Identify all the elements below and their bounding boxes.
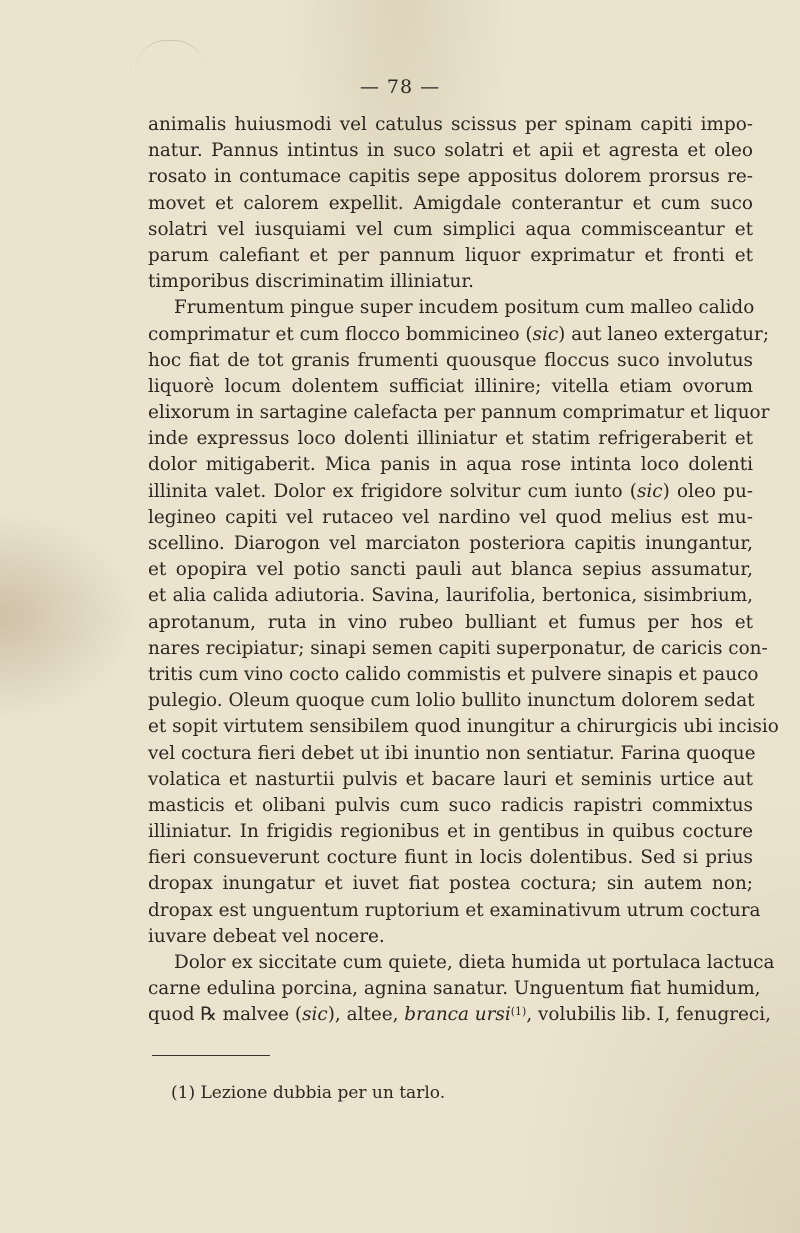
text-run: ), altee, — [327, 1004, 405, 1026]
text-line: scellino. Diarogon vel marciaton posteriora capitis inungantur, — [148, 533, 753, 554]
text-line: fieri consueverunt cocture fiunt in locis dolentibus. Sed si prius — [148, 847, 753, 869]
text-line: hoc fiat de tot granis frumenti quousque floccus suco involutus — [148, 349, 753, 371]
footnote-rule — [152, 1055, 270, 1056]
text-line: liquorè locum dolentem sufficiat illinire; vitella etiam ovorum — [148, 375, 753, 397]
text-line: natur. Pannus intintus in suco solatri et apii et agresta et oleo — [148, 140, 753, 162]
text-line — [148, 1002, 771, 1028]
text-line: dropax est unguentum ruptorium et examinativum utrum coctura — [148, 899, 761, 921]
main-text — [148, 112, 779, 1029]
italic-text: branca ursi — [404, 1004, 511, 1026]
text-line: tritis cum vino cocto calido commistis et pulvere sinapis et pauco — [148, 663, 759, 685]
text-line — [148, 479, 753, 505]
italic-text: sic — [636, 480, 663, 502]
text-line — [148, 322, 770, 348]
text-run: quod ℞ malvee ( — [148, 1004, 303, 1026]
text-line: timporibus discriminatim illiniatur. — [148, 271, 474, 293]
text-line: parum calefiant et per pannum liquor exprimatur et fronti et — [148, 244, 753, 266]
text-line: nares recipiatur; sinapi semen capiti superponatur, de caricis con- — [148, 637, 768, 659]
text-line: carne edulina porcina, agnina sanatur. Unguentum fiat humidum, — [148, 978, 761, 1000]
text-run: illinita valet. Dolor ex frigidore solvitur cum iunto ( — [148, 480, 637, 502]
text-run: ) aut laneo extergatur; — [558, 323, 770, 345]
text-run: ) oleo pu- — [662, 480, 754, 502]
text-line: solatri vel iusquiami vel cum simplici aqua commisceantur et — [148, 218, 753, 240]
text-line: legineo capiti vel rutaceo vel nardino vel quod melius est mu- — [148, 506, 753, 528]
italic-text: sic — [532, 323, 559, 345]
text-line: rosato in contumace capitis sepe appositus dolorem prorsus re- — [148, 166, 753, 188]
text-line: et opopira vel potio sancti pauli aut blanca sepius assumatur, — [148, 559, 753, 581]
text-line: inde expressus loco dolenti illiniatur et statim refrigeraberit et — [148, 428, 753, 450]
scan-smudge — [135, 40, 205, 71]
footnote-ref: (1) — [510, 1005, 527, 1019]
text-line: movet et calorem expellit. Amigdale conterantur et cum suco — [148, 192, 753, 214]
text-line: et alia calida adiutoria. Savina, laurifolia, bertonica, sisimbrium, — [148, 585, 753, 607]
italic-text: sic — [302, 1004, 328, 1026]
page-number: — 78 — — [359, 76, 441, 98]
text-line: illiniatur. In frigidis regionibus et in gentibus in quibus cocture — [148, 821, 753, 843]
text-line: Dolor ex siccitate cum quiete, dieta humida ut portulaca lactuca — [174, 952, 775, 973]
text-line: Frumentum pingue super incudem positum cum malleo calido — [174, 297, 755, 319]
text-run: comprimatur et cum flocco bommicineo ( — [148, 323, 533, 345]
text-line: et sopit virtutem sensibilem quod inungitur a chirurgicis ubi incisio — [148, 716, 779, 738]
text-line: dropax inungatur et iuvet fiat postea coctura; sin autem non; — [148, 873, 753, 895]
text-line: elixorum in sartagine calefacta per pannum comprimatur et liquor — [148, 402, 770, 424]
text-line: volatica et nasturtii pulvis et bacare lauri et seminis urtice aut — [148, 768, 753, 790]
text-line: masticis et olibani pulvis cum suco radicis rapistri commixtus — [148, 794, 753, 816]
text-line: dolor mitigaberit. Mica panis in aqua rose intinta loco dolenti — [148, 454, 753, 476]
text-line: pulegio. Oleum quoque cum lolio bullito inunctum dolorem sedat — [148, 690, 755, 712]
text-line: vel coctura fieri debet ut ibi inuntio non sentiatur. Farina quoque — [148, 742, 756, 764]
text-line: aprotanum, ruta in vino rubeo bulliant et fumus per hos et — [148, 611, 753, 633]
text-line: animalis huiusmodi vel catulus scissus per spinam capiti impo- — [148, 114, 753, 135]
text-line: iuvare debeat vel nocere. — [148, 925, 385, 947]
footnote: (1) Lezione dubbia per un tarlo. — [171, 1083, 446, 1103]
text-run: , volubilis lib. I, fenugreci, — [526, 1004, 771, 1026]
